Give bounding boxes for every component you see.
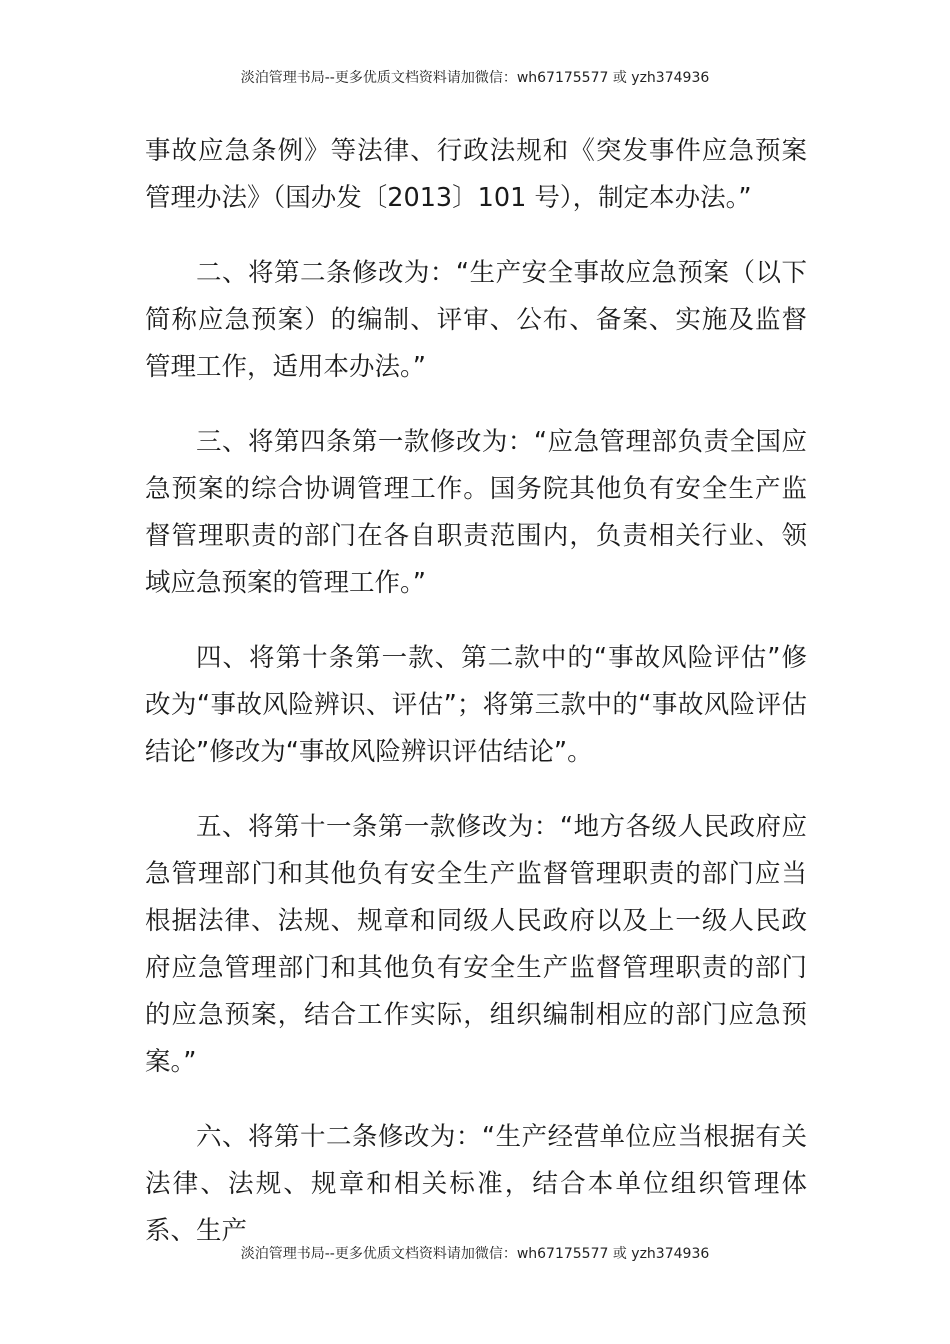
- document-body: [145, 128, 807, 1283]
- page-footer: 淡泊管理书局--更多优质文档资料请加微信：wh67175577 或 yzh374936: [240, 1246, 710, 1262]
- paragraph-item-4: 四、将第十条第一款、第二款中的“事故风险评估”修改为“事故风险辨识、评估”；将第三款中的“事故风险评估结论”修改为“事故风险辨识评估结论”。: [145, 643, 807, 767]
- paragraph-item-6: 六、将第十二条修改为：“生产经营单位应当根据有关法律、法规、规章和相关标准，结合本单位组织管理体系、生产: [145, 1122, 807, 1246]
- paragraph-item-3: 三、将第四条第一款修改为：“应急管理部负责全国应急预案的综合协调管理工作。国务院其他负有安全生产监督管理职责的部门在各自职责范围内，负责相关行业、领域应急预案的管理工作。”: [145, 427, 807, 598]
- page-header: 淡泊管理书局--更多优质文档资料请加微信：wh67175577 或 yzh374936: [240, 70, 710, 86]
- paragraph-continuation: 事故应急条例》等法律、行政法规和《突发事件应急预案管理办法》（国办发〔2013〕101 号），制定本办法。”: [145, 136, 807, 213]
- paragraph-item-5: 五、将第十一条第一款修改为：“地方各级人民政府应急管理部门和其他负有安全生产监督管理职责的部门应当根据法律、法规、规章和同级人民政府以及上一级人民政府应急管理部门和其他负有安全生产监督管理职责的部门的应急预案，结合工作实际，组织编制相应的部门应急预案。”: [145, 812, 807, 1077]
- paragraph-item-2: 二、将第二条修改为：“生产安全事故应急预案（以下简称应急预案）的编制、评审、公布、备案、实施及监督管理工作，适用本办法。”: [145, 258, 807, 382]
